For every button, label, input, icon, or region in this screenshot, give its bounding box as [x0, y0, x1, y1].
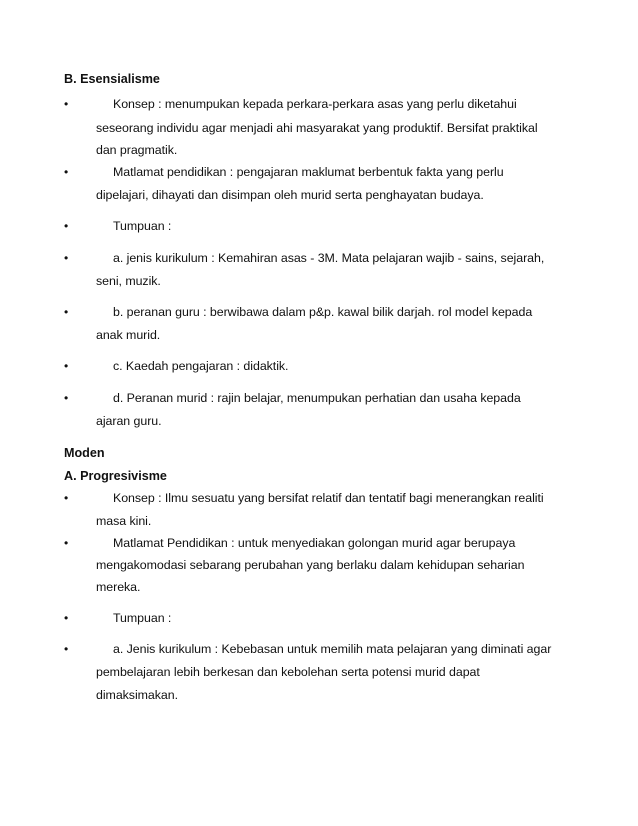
section-heading-progresivisme: A. Progresivisme [64, 469, 167, 483]
item-text-line: mereka. [96, 580, 141, 594]
item-text-line: Matlamat Pendidikan : untuk menyediakan golongan murid agar berupaya [113, 536, 516, 550]
item-text-line: anak murid. [96, 328, 161, 342]
item-text-line: pembelajaran lebih berkesan dan kebolehan serta potensi murid dapat [96, 665, 480, 679]
item-text-line: b. peranan guru : berwibawa dalam p&p. kawal bilik darjah. rol model kepada [113, 305, 533, 319]
bullet-icon: • [64, 642, 69, 656]
item-text-line: d. Peranan murid : rajin belajar, menumpukan perhatian dan usaha kepada [113, 391, 521, 405]
bullet-icon: • [64, 305, 69, 319]
bullet-icon: • [64, 536, 69, 550]
bullet-icon: • [64, 251, 69, 265]
item-text-line: seseorang individu agar menjadi ahi masyarakat yang produktif. Bersifat praktikal [96, 121, 538, 135]
item-text-line: dimaksimakan. [96, 688, 178, 702]
item-text-line: a. Jenis kurikulum : Kebebasan untuk memilih mata pelajaran yang diminati agar [113, 642, 552, 656]
section-heading-esensialisme: B. Esensialisme [64, 72, 160, 86]
section-heading-moden: Moden [64, 446, 105, 460]
bullet-icon: • [64, 219, 69, 233]
item-text-line: Tumpuan : [113, 219, 172, 233]
bullet-icon: • [64, 491, 69, 505]
item-text-line: Konsep : Ilmu sesuatu yang bersifat relatif dan tentatif bagi menerangkan realiti [113, 491, 544, 505]
bullet-icon: • [64, 97, 69, 111]
bullet-icon: • [64, 359, 69, 373]
bullet-icon: • [64, 391, 69, 405]
item-text-line: c. Kaedah pengajaran : didaktik. [113, 359, 289, 373]
item-text-line: masa kini. [96, 514, 152, 528]
bullet-icon: • [64, 611, 69, 625]
item-text-line: mengakomodasi sebarang perubahan yang berlaku dalam kehidupan seharian [96, 558, 525, 572]
item-text-line: Tumpuan : [113, 611, 172, 625]
item-text-line: dipelajari, dihayati dan disimpan oleh murid serta penghayatan budaya. [96, 188, 484, 202]
item-text-line: Matlamat pendidikan : pengajaran maklumat berbentuk fakta yang perlu [113, 165, 504, 179]
item-text-line: seni, muzik. [96, 274, 161, 288]
item-text-line: Konsep : menumpukan kepada perkara-perkara asas yang perlu diketahui [113, 97, 517, 111]
bullet-icon: • [64, 165, 69, 179]
item-text-line: a. jenis kurikulum : Kemahiran asas - 3M. Mata pelajaran wajib - sains, sejarah, [113, 251, 545, 265]
item-text-line: ajaran guru. [96, 414, 162, 428]
item-text-line: dan pragmatik. [96, 143, 178, 157]
